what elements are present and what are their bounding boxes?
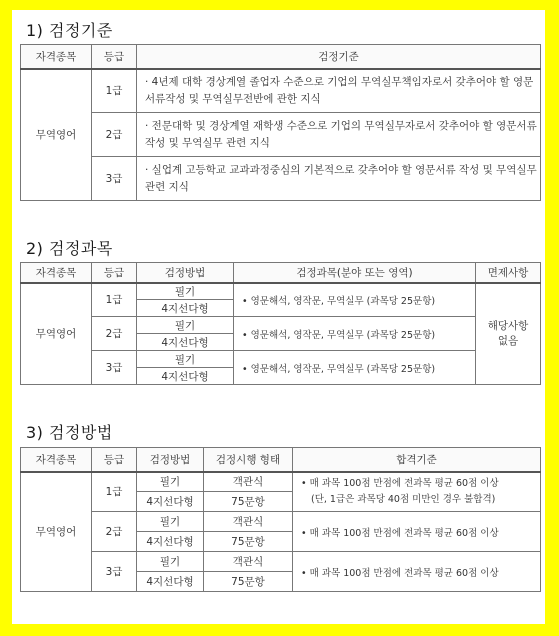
- header-subject: 자격종목: [21, 448, 92, 472]
- method-cell: 4지선다형: [137, 532, 204, 552]
- grade-cell: 3급: [92, 552, 137, 592]
- header-grade: 등급: [92, 263, 137, 283]
- header-subject: 자격종목: [21, 263, 92, 283]
- format-cell: 75문항: [204, 492, 293, 512]
- grade-cell: 2급: [92, 113, 137, 157]
- pass-criteria-line: • 매 과목 100점 만점에 전과목 평균 60점 이상: [301, 477, 499, 489]
- method-cell: 필기: [137, 472, 204, 492]
- pass-criteria-note: (단, 1급은 과목당 40점 미만인 경우 불합격): [311, 493, 496, 505]
- method-cell: 필기: [137, 351, 234, 368]
- method-cell: 필기: [137, 317, 234, 334]
- header-subject: 자격종목: [21, 45, 92, 69]
- pass-criteria-cell: [293, 472, 541, 512]
- header-exemption: 면제사항: [476, 263, 541, 283]
- grade-cell: 3급: [92, 157, 137, 201]
- exam-subjects-cell: • 영문해석, 영작문, 무역실무 (과목당 25문항): [234, 317, 476, 351]
- subject-cell: 무역영어: [21, 472, 92, 592]
- header-criteria: 검정기준: [137, 45, 541, 69]
- format-cell: 75문항: [204, 532, 293, 552]
- grade-cell: 2급: [92, 317, 137, 351]
- subject-cell: 무역영어: [21, 283, 92, 385]
- criteria-cell: · 4년제 대학 경상계열 졸업자 수준으로 기업의 무역실무책임자로서 갖추어야 할 영문서류작성 및 무역실무전반에 관한 지식: [137, 69, 541, 113]
- grade-cell: 1급: [92, 472, 137, 512]
- header-exam-subjects: 검정과목(분야 또는 영역): [234, 263, 476, 283]
- grade-cell: 1급: [92, 69, 137, 113]
- section-1-heading: 1) 검정기준: [26, 21, 113, 40]
- exam-subjects-cell: • 영문해석, 영작문, 무역실무 (과목당 25문항): [234, 351, 476, 385]
- criteria-cell: · 전문대학 및 경상계열 재학생 수준으로 기업의 무역실무자로서 갖추어야 할 영문서류 작성 및 무역실무 관련 지식: [137, 113, 541, 157]
- grade-cell: 1급: [92, 283, 137, 317]
- method-cell: 필기: [137, 283, 234, 300]
- exemption-cell: 해당사항 없음: [476, 283, 541, 385]
- method-cell: 4지선다형: [137, 368, 234, 385]
- grade-cell: 2급: [92, 512, 137, 552]
- exam-subjects-cell: • 영문해석, 영작문, 무역실무 (과목당 25문항): [234, 283, 476, 317]
- header-method: 검정방법: [137, 263, 234, 283]
- subjects-table: [20, 262, 541, 385]
- format-cell: 객관식: [204, 512, 293, 532]
- format-cell: 객관식: [204, 552, 293, 572]
- header-method: 검정방법: [137, 448, 204, 472]
- method-cell: 4지선다형: [137, 492, 204, 512]
- subject-cell: 무역영어: [21, 69, 92, 201]
- method-cell: 4지선다형: [137, 334, 234, 351]
- method-cell: 필기: [137, 552, 204, 572]
- pass-criteria-cell: • 매 과목 100점 만점에 전과목 평균 60점 이상: [293, 512, 541, 552]
- header-exam-format: 검정시행 형태: [204, 448, 293, 472]
- header-grade: 등급: [92, 448, 137, 472]
- header-grade: 등급: [92, 45, 137, 69]
- method-cell: 필기: [137, 512, 204, 532]
- method-cell: 4지선다형: [137, 572, 204, 592]
- criteria-table: [20, 44, 541, 201]
- grade-cell: 3급: [92, 351, 137, 385]
- section-2-heading: 2) 검정과목: [26, 239, 113, 258]
- criteria-cell: · 실업계 고등학교 교과과정중심의 기본적으로 갖추어야 할 영문서류 작성 및 무역실무관련 지식: [137, 157, 541, 201]
- format-cell: 75문항: [204, 572, 293, 592]
- format-cell: 객관식: [204, 472, 293, 492]
- header-pass-criteria: 합격기준: [293, 448, 541, 472]
- section-3-heading: 3) 검정방법: [26, 423, 113, 442]
- document-page: [12, 10, 545, 624]
- pass-criteria-cell: • 매 과목 100점 만점에 전과목 평균 60점 이상: [293, 552, 541, 592]
- method-cell: 4지선다형: [137, 300, 234, 317]
- methods-table: [20, 447, 541, 592]
